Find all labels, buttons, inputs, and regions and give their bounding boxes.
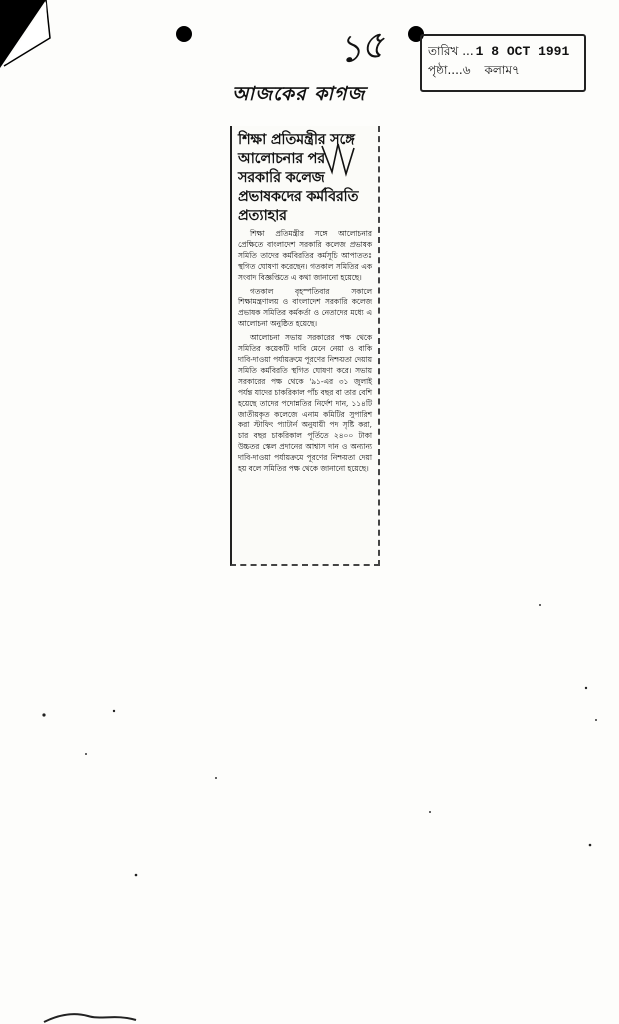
- handwritten-number: ১৫: [334, 22, 386, 72]
- bottom-edge-mark: [40, 1008, 140, 1024]
- stamp-column-value: ৭: [512, 63, 520, 77]
- newspaper-name: আজকের কাগজ: [232, 83, 366, 105]
- article-headline: শিক্ষা প্রতিমন্ত্রীর সঙ্গে আলোচনার পর সরকারি কলেজ প্রভাষকদের কর্মবিরতি প্রত্যাহার: [238, 131, 359, 224]
- stamp-page-value: ৬: [462, 63, 471, 77]
- article-paragraph-2: গতকাল বৃহস্পতিবার সকালে শিক্ষামন্ত্রণালয় ও বাংলাদেশ সরকারি কলেজ প্রভাষক সমিতির কর্মকর্তা ও নেতাদের মধ্যে এ আলোচনা অনুষ্ঠিত হয়েছে।: [238, 286, 372, 329]
- stamp-column-label: কলাম: [484, 63, 512, 77]
- article-paragraph-3: আলোচনা সভায় সরকারের পক্ষ থেকে সমিতির কয়েকটি দাবি মেনে নেয়া ও বাকি দাবি-দাওয়া পর্যায়ক্রমে পূরণের নিশ্চয়তা দেয়ায় সমিতি কর্মবিরতি স্থগিত ঘোষণা করে। সভায় সরকারের পক্ষ থেকে '৯১-এর ৩১ জুলাই পর্যন্ত যাদের চাকরিকাল পাঁচ বছর বা তার বেশি হয়েছে তাদের পদোন্নতির নির্দেশ দান, ১১৪টি জাতীয়কৃত কলেজে এনাম কমিটির সুপারিশ করা স্টাফিং প্যাটার্ন অনুযায়ী পদ সৃষ্টি করা, চার বছর চাকরিকাল পূর্তিতে ২৪০০ টাকা উচ্চতর স্কেল প্রদানের আশ্বাস দান ও অন্যান্য দাবি-দাওয়া পর্যায়ক্রমে পূরণের নিশ্চয়তা দেয়া হয় বলে সমিতির পক্ষ থেকে জানানো হয়েছে।: [238, 333, 372, 474]
- stamp-date-label: তারিখ ...: [428, 44, 474, 58]
- stamp-date-value: 1 8 OCT 1991: [475, 44, 570, 59]
- stamp-page-label: পৃষ্ঠা....: [428, 63, 463, 77]
- article-paragraph-1: শিক্ষা প্রতিমন্ত্রীর সঙ্গে আলোচনার প্রেক্ষিতে বাংলাদেশ সরকারি কলেজ প্রভাষক সমিতি তাদের কর্মবিরতির কর্মসূচি আপাততঃ স্থগিত ঘোষণা করেছেন। গতকাল সমিতির এক সংবাদ বিজ্ঞপ্তিতে এ কথা জানানো হয়েছে।: [238, 229, 372, 282]
